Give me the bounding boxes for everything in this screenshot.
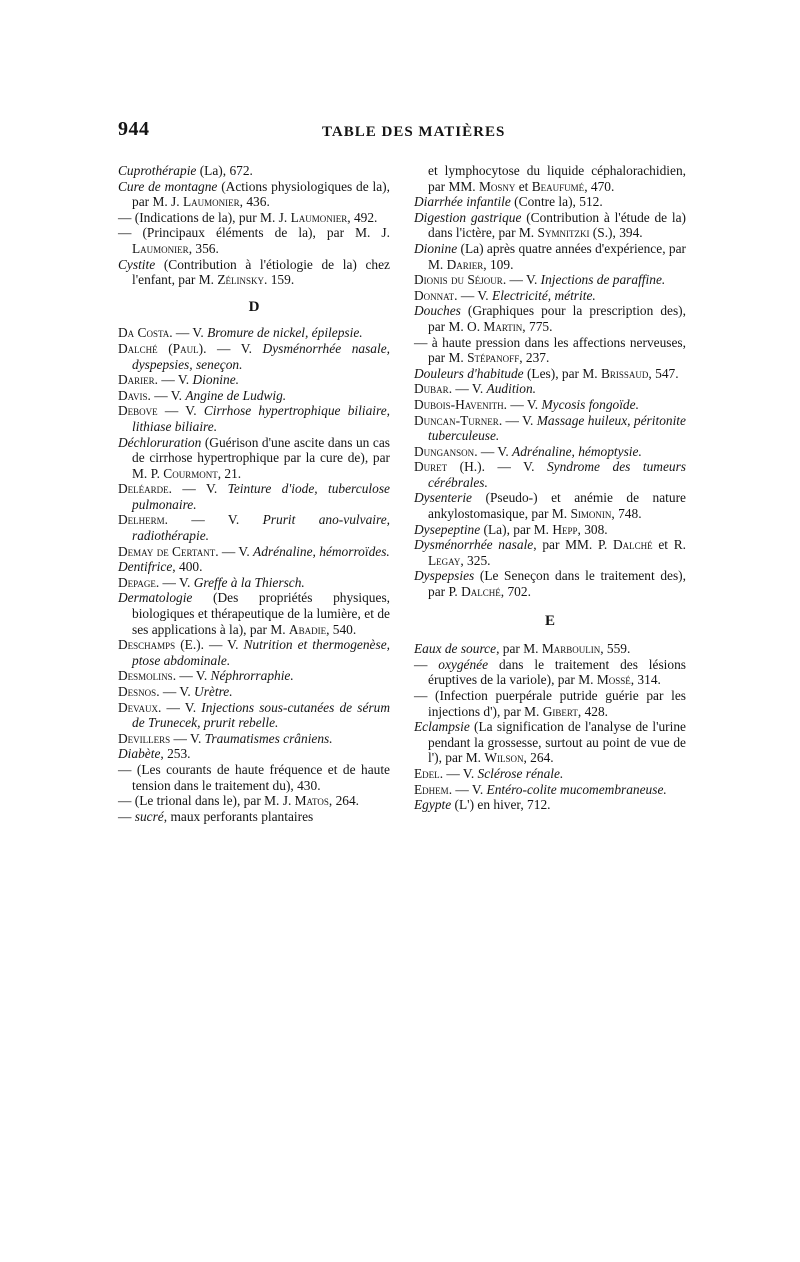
- page-number: 944: [118, 118, 150, 140]
- index-entry: Duret (H.). — V. Syndrome des tumeurs cérébrales.: [414, 459, 686, 490]
- index-entry: — (Infection puerpérale putride guérie par les injections d'), par M. Gibert, 428.: [414, 688, 686, 719]
- index-entry: Desmolins. — V. Néphrorraphie.: [118, 668, 294, 684]
- index-entry: Dysepeptine (La), par M. Hepp, 308.: [414, 521, 608, 537]
- index-entry: Dermatologie (Des propriétés physiques, biologiques et thérapeutique de la lumière, et de ses applications à la), par M. Abadie, 540.: [118, 590, 390, 637]
- index-entry: Déchloruration (Guérison d'une ascite dans un cas de cirrhose hypertrophique par la cure de), par M. P. Courmont, 21.: [118, 434, 390, 481]
- index-entry: Devillers — V. Traumatismes crâniens.: [118, 730, 333, 746]
- index-entry: Dysenterie (Pseudo-) et anémie de nature ankylostomasique, par M. Simonin, 748.: [414, 490, 686, 522]
- index-entry: — (Indications de la), pur M. J. Laumonier, 492.: [118, 209, 378, 225]
- index-entry: Dysménorrhée nasale, par MM. P. Dalché et R. Legay, 325.: [414, 537, 686, 568]
- right-column: [414, 163, 686, 813]
- left-column: [118, 163, 390, 824]
- index-entry: Edhem. — V. Entéro-colite mucomembraneuse.: [414, 781, 667, 797]
- index-entry: Dionis du Séjour. — V. Injections de paraffine.: [414, 272, 666, 288]
- index-entry: — oxygénée dans le traitement des lésions éruptives de la variole), par M. Mossé, 314.: [414, 656, 686, 688]
- index-entry: Edel. — V. Sclérose rénale.: [414, 765, 564, 781]
- index-entry: Da Costa. — V. Bromure de nickel, épilepsie.: [118, 325, 363, 341]
- index-entry: Dunganson. — V. Adrénaline, hémoptysie.: [414, 443, 642, 459]
- index-entry: Dubar. — V. Audition.: [414, 381, 537, 397]
- running-head: TABLE DES MATIÈRES: [322, 124, 506, 140]
- index-entry: Dionine (La) après quatre années d'expérience, par M. Darier, 109.: [414, 240, 686, 272]
- index-entry: Depage. — V. Greffe à la Thiersch.: [118, 574, 305, 590]
- index-entry: Dyspepsies (Le Seneçon dans le traitement des), par P. Dalché, 702.: [414, 568, 686, 600]
- index-entry: Davis. — V. Angine de Ludwig.: [118, 387, 287, 403]
- index-entry: Diarrhée infantile (Contre la), 512.: [414, 194, 603, 210]
- index-entry: Deléarde. — V. Teinture d'iode, tuberculose pulmonaire.: [118, 481, 390, 512]
- index-entry: Deschamps (E.). — V. Nutrition et thermogenèse, ptose abdominale.: [118, 637, 390, 668]
- index-entry: Delherm. — V. Prurit ano-vulvaire, radiothérapie.: [118, 512, 390, 544]
- index-entry: — (Le trional dans le), par M. J. Matos, 264.: [118, 793, 360, 809]
- index-entry: Cure de montagne (Actions physiologiques de la), par M. J. Laumonier, 436.: [118, 178, 390, 210]
- index-entry: Dalché (Paul). — V. Dysménorrhée nasale, dyspepsies, seneçon.: [118, 340, 390, 372]
- index-entry-continued: et lymphocytose du liquide céphalorachidien, par MM. Mosny et Beaufumé, 470.: [428, 163, 686, 194]
- index-entry: — (Principaux éléments de la), par M. J. Laumonier, 356.: [118, 225, 390, 256]
- index-entry: Duncan-Turner. — V. Massage huileux, péritonite tuberculeuse.: [414, 412, 686, 444]
- index-entry: Douches (Graphiques pour la prescription des), par M. O. Martin, 775.: [414, 303, 686, 334]
- index-entry: Darier. — V. Dionine.: [118, 372, 240, 388]
- index-entry: Eaux de source, par M. Marboulin, 559.: [414, 641, 631, 657]
- index-entry: — sucré, maux perforants plantaires: [118, 808, 314, 824]
- index-entry: Dubois-Havenith. — V. Mycosis fongoïde.: [414, 396, 639, 412]
- index-entry: Egypte (L') en hiver, 712.: [414, 797, 551, 813]
- index-entry: Diabète, 253.: [118, 746, 191, 762]
- section-letter-e: E: [544, 612, 555, 629]
- index-entry: Cuprothérapie (La), 672.: [118, 163, 253, 178]
- index-entry: Desnos. — V. Urètre.: [118, 684, 233, 699]
- index-entry: Digestion gastrique (Contribution à l'étude de la) dans l'ictère, par M. Symnitzki (S.), 394.: [414, 209, 686, 241]
- index-entry: — (Les courants de haute fréquence et de haute tension dans le traitement du), 430.: [118, 761, 390, 793]
- index-entry: Devaux. — V. Injections sous-cutanées de sérum de Trunecek, prurit rebelle.: [118, 699, 390, 731]
- index-entry: Cystite (Contribution à l'étiologie de la) chez l'enfant, par M. Zélinsky. 159.: [118, 256, 390, 288]
- index-entry: Douleurs d'habitude (Les), par M. Brissaud, 547.: [414, 365, 679, 381]
- index-entry: Eclampsie (La signification de l'analyse de l'urine pendant la grossesse, surtout au point de vue de l'), par M. Wilson, 264.: [414, 719, 686, 766]
- index-entry: Donnat. — V. Electricité, métrite.: [414, 287, 596, 303]
- section-letter-d: D: [248, 298, 260, 315]
- index-entry: Dentifrice, 400.: [118, 559, 203, 575]
- index-entry: Debove — V. Cirrhose hypertrophique biliaire, lithiase biliaire.: [118, 403, 390, 434]
- index-entry: — à haute pression dans les affections nerveuses, par M. Stépanoff, 237.: [414, 334, 686, 366]
- index-entry: Demay de Certant. — V. Adrénaline, hémorroïdes.: [118, 543, 390, 559]
